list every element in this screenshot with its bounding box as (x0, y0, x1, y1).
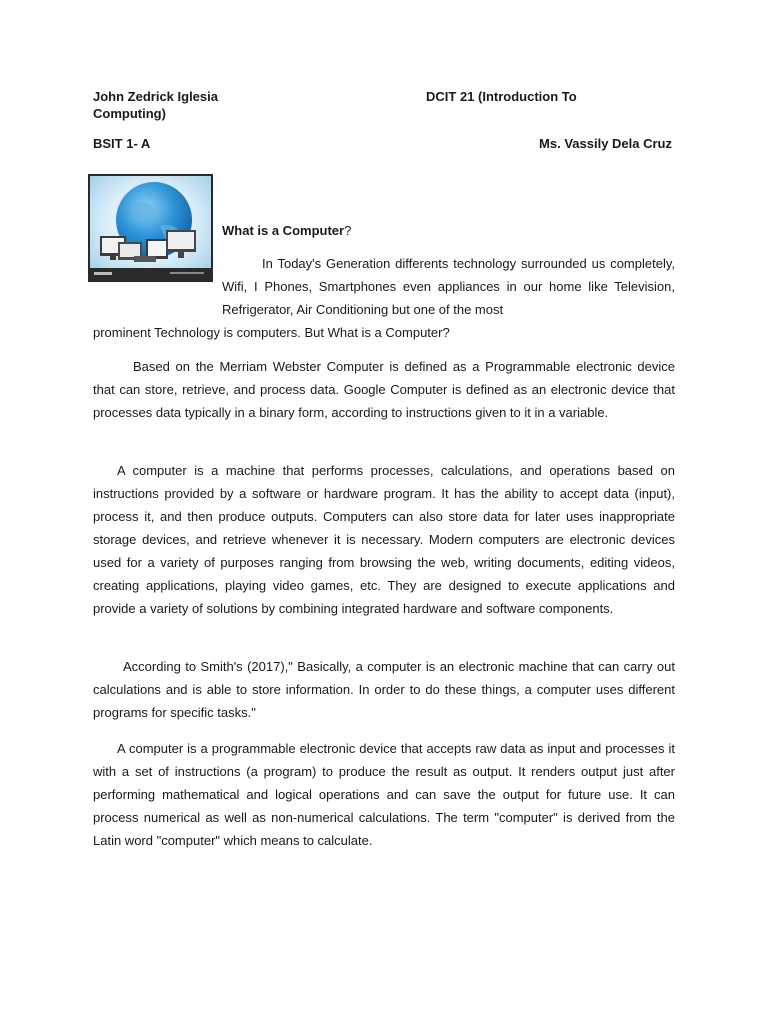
paragraph-computer-machine: A computer is a machine that performs processes, calculations, and operations based on instructions provided by a software or hardware program. It has the ability to accept data (input), process it, and then produce outputs. Computers can also store data for later uses inappropriate storage devices, and retrieve whenever it is necessary. Modern computers are electronic devices used for a variety of purposes ranging from browsing the web, writing documents, editing videos, creating applications, playing video games, etc. They are designed to execute applications and provide a variety of solutions by combining integrated hardware and software components. (93, 463, 675, 616)
course-title-line2: Computing) (93, 106, 166, 121)
instructor-name: Ms. Vassily Dela Cruz (539, 136, 672, 151)
question-mark: ? (344, 223, 352, 238)
computers-globe-illustration (88, 174, 213, 282)
intro-paragraph: In Today's Generation differents technology surrounded us completely, Wifi, I Phones, Smartphones even appliances in our home like Television, Refrigerator, Air Conditioning but one of the most (222, 256, 675, 317)
paragraph-programmable-device: A computer is a programmable electronic device that accepts raw data as input and processes it with a set of instructions (a program) to produce the result as output. It renders output just after performing mathematical and logical operations and can save the output for future use. It can process numerical as well as non-numerical calculations. The term "computer" is derived from the Latin word "computer" which means to calculate. (93, 741, 675, 848)
globe-icon (90, 176, 211, 280)
question-title-bold: What is a Computer (222, 223, 345, 238)
question-title (222, 222, 351, 240)
paragraph-merriam-webster: Based on the Merriam Webster Computer is defined as a Programmable electronic device that can store, retrieve, and process data. Google Computer is defined as an electronic device that processes data typically in a binary form, according to instructions given to it in a variable. (93, 359, 675, 420)
paragraph-smith-quote: According to Smith's (2017)," Basically, a computer is an electronic machine that can carry out calculations and is able to store information. In order to do these things, a computer uses different programs for specific tasks." (93, 659, 675, 720)
intro-paragraph-tail: prominent Technology is computers. But What is a Computer? (93, 325, 450, 340)
section-label: BSIT 1- A (93, 136, 151, 151)
student-name: John Zedrick Iglesia (93, 89, 218, 104)
course-title-line1: DCIT 21 (Introduction To (426, 89, 577, 104)
